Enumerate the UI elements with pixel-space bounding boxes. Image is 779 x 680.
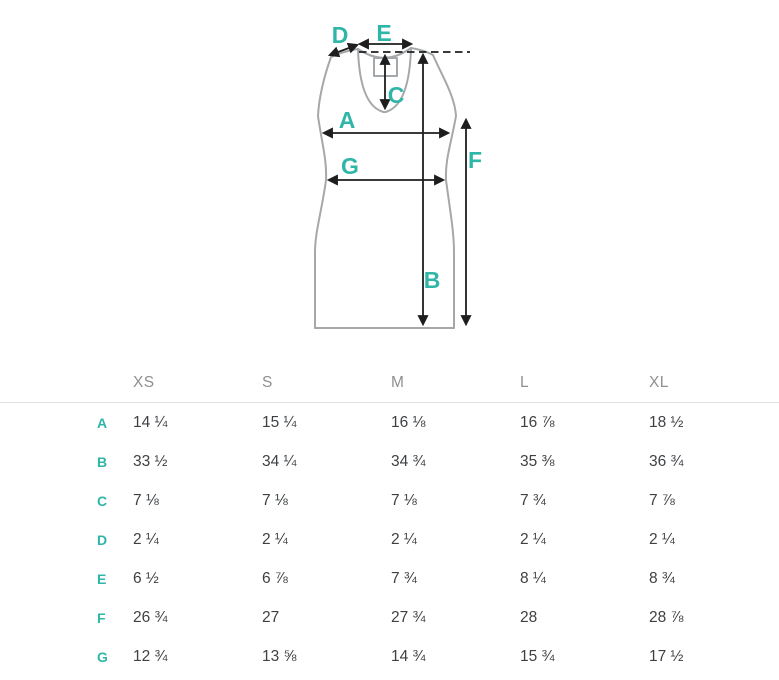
- row-label: A: [97, 414, 108, 431]
- cell-F-xl: 28 ⅞: [649, 608, 684, 626]
- cell-A-s: 15 ¼: [262, 413, 297, 431]
- marker-label-A: A: [338, 107, 356, 133]
- cell-G-s: 13 ⅝: [262, 647, 297, 665]
- marker-label-B: B: [423, 267, 441, 293]
- marker-label-F: F: [467, 147, 483, 173]
- row-label: F: [97, 609, 106, 626]
- cell-A-l: 16 ⅞: [520, 413, 555, 431]
- table-row-E: [0, 559, 779, 598]
- marker-label-C: C: [387, 82, 405, 108]
- marker-label-D: D: [331, 22, 349, 48]
- cell-C-m: 7 ⅛: [391, 491, 417, 509]
- table-row-B: [0, 442, 779, 481]
- cell-C-s: 7 ⅛: [262, 491, 288, 509]
- cell-G-l: 15 ¾: [520, 647, 555, 665]
- cell-B-xs: 33 ½: [133, 452, 168, 470]
- cell-F-xs: 26 ¾: [133, 608, 168, 626]
- marker-label-G: G: [341, 153, 359, 179]
- table-row-C: [0, 481, 779, 520]
- table-row-D: [0, 520, 779, 559]
- row-label: C: [97, 492, 108, 509]
- column-header-xs: XS: [133, 374, 155, 391]
- cell-E-l: 8 ¼: [520, 569, 546, 587]
- cell-B-l: 35 ⅜: [520, 452, 555, 470]
- marker-label-E: E: [376, 20, 392, 46]
- column-header-s: S: [262, 374, 273, 391]
- row-label: B: [97, 453, 108, 470]
- size-table-header: [0, 364, 779, 402]
- cell-F-m: 27 ¾: [391, 608, 426, 626]
- cell-A-m: 16 ⅛: [391, 413, 426, 431]
- size-table: [0, 364, 779, 676]
- cell-C-xl: 7 ⅞: [649, 491, 675, 509]
- cell-F-s: 27: [262, 608, 280, 626]
- cell-D-m: 2 ¼: [391, 530, 417, 548]
- column-header-m: M: [391, 374, 405, 391]
- measurement-labels: [332, 20, 482, 293]
- column-header-xl: XL: [649, 374, 669, 391]
- cell-B-xl: 36 ¾: [649, 452, 684, 470]
- cell-E-m: 7 ¾: [391, 569, 417, 587]
- cell-G-xs: 12 ¾: [133, 647, 168, 665]
- table-row-A: [0, 403, 779, 442]
- cell-C-xs: 7 ⅛: [133, 491, 159, 509]
- cell-D-xl: 2 ¼: [649, 530, 675, 548]
- table-row-G: [0, 637, 779, 676]
- cell-C-l: 7 ¾: [520, 491, 546, 509]
- cell-A-xl: 18 ½: [649, 413, 684, 431]
- row-label: G: [97, 648, 108, 665]
- cell-D-s: 2 ¼: [262, 530, 288, 548]
- cell-B-m: 34 ¾: [391, 452, 426, 470]
- cell-E-s: 6 ⅞: [262, 569, 288, 587]
- cell-A-xs: 14 ¼: [133, 413, 168, 431]
- cell-F-l: 28: [520, 608, 538, 626]
- table-row-F: [0, 598, 779, 637]
- cell-G-xl: 17 ½: [649, 647, 684, 665]
- row-label: D: [97, 531, 108, 548]
- cell-E-xl: 8 ¾: [649, 569, 675, 587]
- cell-D-l: 2 ¼: [520, 530, 546, 548]
- row-label: E: [97, 570, 107, 587]
- cell-G-m: 14 ¾: [391, 647, 426, 665]
- column-header-l: L: [520, 374, 530, 391]
- cell-D-xs: 2 ¼: [133, 530, 159, 548]
- cell-B-s: 34 ¼: [262, 452, 297, 470]
- cell-E-xs: 6 ½: [133, 569, 159, 587]
